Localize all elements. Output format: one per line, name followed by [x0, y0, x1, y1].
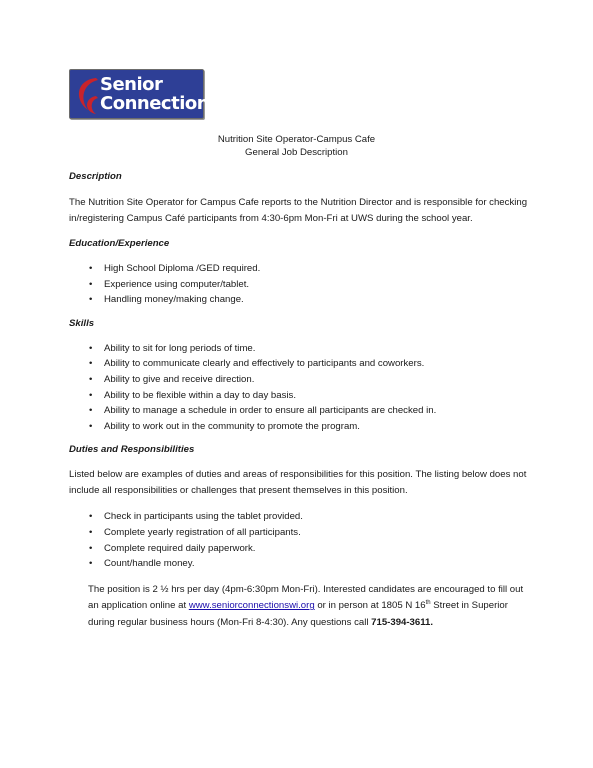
education-list — [69, 261, 529, 308]
closing-text-2: or in person at 1805 N 16 — [314, 600, 426, 612]
bullet-icon: • — [89, 511, 93, 523]
closing-text-3: Street in Superior during regular business hours (Mon-Fri 8-4:30). Any questions call — [88, 600, 508, 628]
list-item: • Ability to manage a schedule in order to ensure all participants are checked in. — [69, 403, 529, 419]
document-body — [69, 170, 529, 631]
list-item: • Ability to be flexible within a day to day basis. — [69, 388, 529, 404]
logo-line1: Senior — [100, 74, 163, 95]
bullet-icon: • — [89, 263, 93, 274]
duties-heading: Duties and Responsibilities — [69, 444, 195, 456]
description-text: The Nutrition Site Operator for Campus Cafe reports to the Nutrition Director and is responsible for checking in/registering Campus Café participants from 4:30-6pm Mon-Fri at UWS during the school year. — [69, 197, 528, 224]
title-line1: Nutrition Site Operator-Campus Cafe — [217, 134, 376, 145]
ordinal-suffix: th — [425, 600, 431, 607]
logo-line2: Connections — [100, 93, 220, 114]
list-item: • Ability to give and receive direction. — [69, 372, 529, 388]
bullet-icon: • — [89, 373, 93, 385]
bullet-icon: • — [89, 420, 93, 432]
document-title — [0, 133, 593, 159]
list-item: • Ability to communicate clearly and effectively to participants and coworkers. — [69, 356, 529, 372]
bullet-icon: • — [89, 294, 93, 306]
bullet-icon: • — [89, 342, 93, 354]
skills-heading: Skills — [69, 317, 95, 329]
skills-list — [69, 341, 529, 435]
list-item: • Ability to sit for long periods of time. — [69, 341, 529, 357]
duties-intro: Listed below are examples of duties and areas of responsibilities for this position. The listing below does not include all responsibilities or challenges that present themselves in this position. — [69, 469, 527, 497]
list-item: • Ability to work out in the community to promote the program. — [69, 419, 529, 435]
description-heading: Description — [69, 171, 122, 182]
bullet-icon: • — [89, 358, 93, 370]
bullet-icon: • — [89, 389, 93, 401]
title-line2: General Job Description — [245, 147, 348, 158]
duties-list — [69, 509, 529, 571]
closing-text-1: The position is 2 ½ hrs per day (4pm-6:30pm Mon-Fri). Interested candidates are encouraged to fill out an application online at — [88, 583, 524, 612]
bullet-icon: • — [89, 526, 93, 538]
list-item: • Handling money/making change. — [69, 292, 529, 308]
list-item: • Experience using computer/tablet. — [69, 277, 529, 293]
bullet-icon: • — [89, 405, 93, 417]
bullet-icon: • — [89, 542, 93, 554]
list-item: • Complete yearly registration of all participants. — [69, 525, 529, 541]
list-item: • High School Diploma /GED required. — [69, 261, 529, 277]
phone-number: 715-394-3611. — [371, 616, 434, 628]
list-item: • Complete required daily paperwork. — [69, 541, 529, 557]
website-link[interactable]: www.seniorconnectionswi.org — [188, 600, 315, 612]
bullet-icon: • — [89, 278, 93, 290]
list-item: • Check in participants using the tablet provided. — [69, 509, 529, 525]
senior-connections-logo — [69, 69, 220, 119]
bullet-icon: • — [89, 558, 93, 570]
list-item: • Count/handle money. — [69, 556, 529, 572]
education-heading: Education/Experience — [69, 238, 170, 249]
closing-paragraph — [69, 582, 529, 632]
